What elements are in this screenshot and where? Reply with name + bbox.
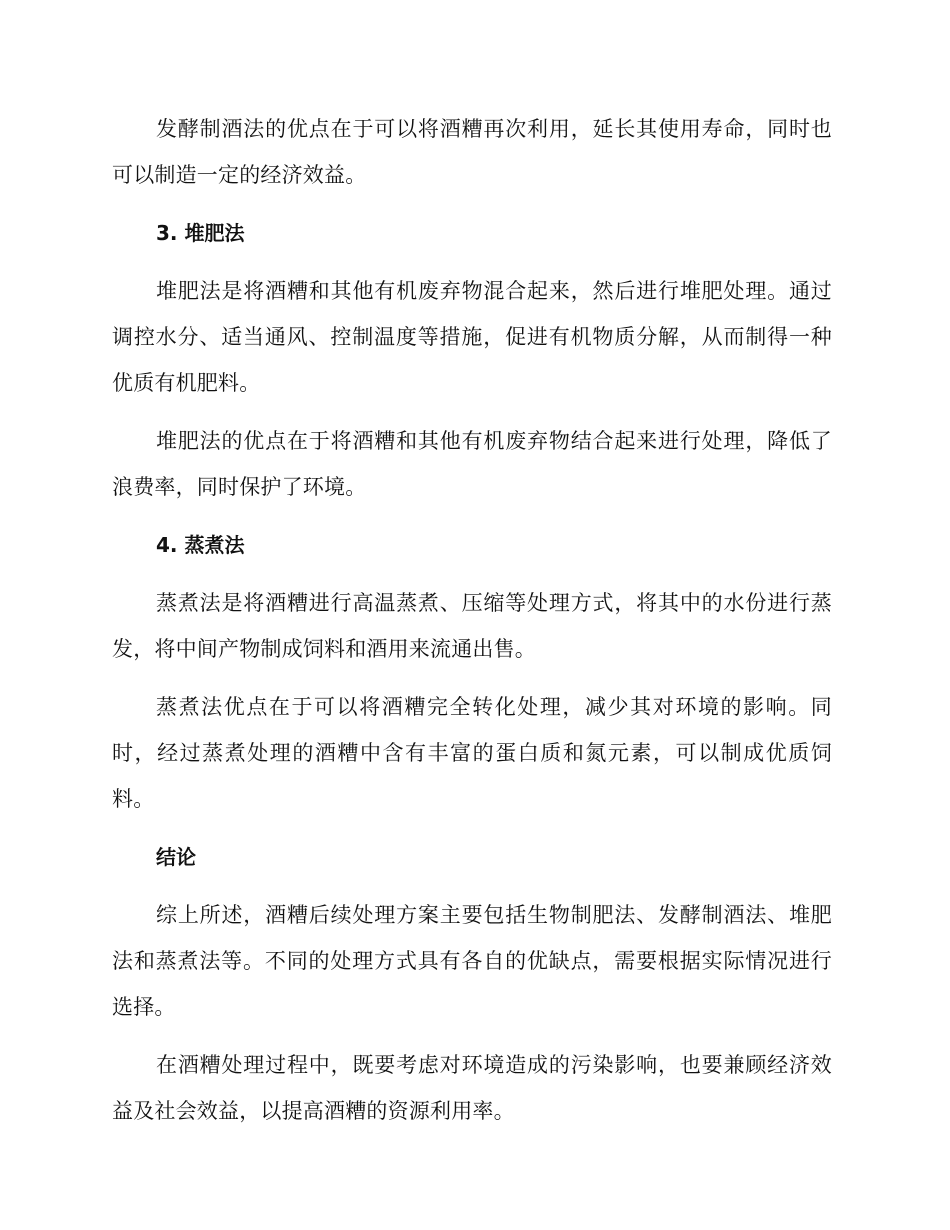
heading-conclusion: 结论	[156, 845, 196, 869]
paragraph-steaming-method: 蒸煮法是将酒糟进行高温蒸煮、压缩等处理方式，将其中的水份进行蒸发，将中间产物制成饲料和酒用来流通出售。	[112, 591, 832, 661]
paragraph-composting-method: 堆肥法是将酒糟和其他有机废弃物混合起来，然后进行堆肥处理。通过调控水分、适当通风、控制温度等措施，促进有机物质分解，从而制得一种优质有机肥料。	[112, 279, 832, 395]
paragraph-conclusion-summary: 综上所述，酒糟后续处理方案主要包括生物制肥法、发酵制酒法、堆肥法和蒸煮法等。不同的处理方式具有各自的优缺点，需要根据实际情况进行选择。	[112, 903, 832, 1019]
document-page	[112, 106, 832, 1134]
paragraph-fermentation-advantages: 发酵制酒法的优点在于可以将酒糟再次利用，延长其使用寿命，同时也可以制造一定的经济效益。	[112, 117, 832, 187]
paragraph-conclusion-considerations: 在酒糟处理过程中，既要考虑对环境造成的污染影响，也要兼顾经济效益及社会效益，以提高酒糟的资源利用率。	[112, 1053, 832, 1123]
paragraph-steaming-advantages: 蒸煮法优点在于可以将酒糟完全转化处理，减少其对环境的影响。同时，经过蒸煮处理的酒糟中含有丰富的蛋白质和氮元素，可以制成优质饲料。	[112, 695, 832, 811]
heading-composting: 3. 堆肥法	[156, 221, 245, 245]
paragraph-composting-advantages: 堆肥法的优点在于将酒糟和其他有机废弃物结合起来进行处理，降低了浪费率，同时保护了环境。	[112, 429, 832, 499]
heading-steaming: 4. 蒸煮法	[156, 533, 245, 557]
